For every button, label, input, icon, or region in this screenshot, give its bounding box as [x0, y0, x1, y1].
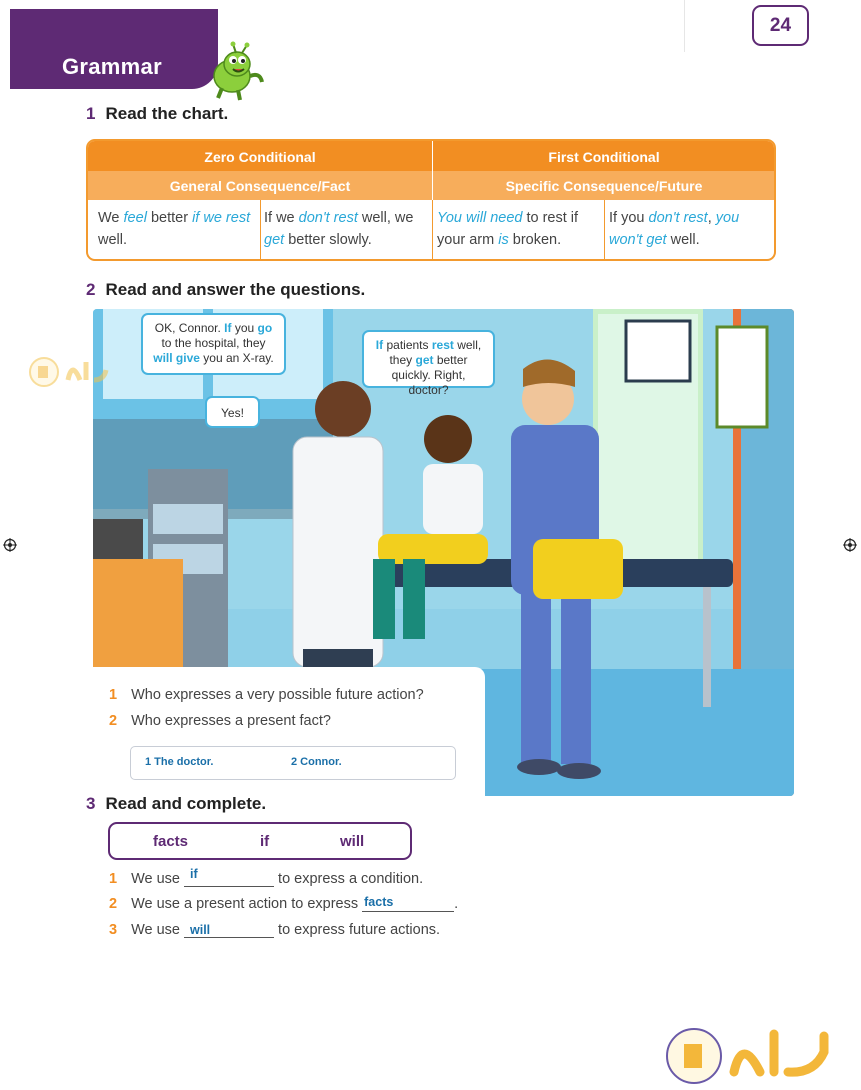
answer-blank[interactable]: facts — [362, 896, 454, 912]
yes-speech-bubble: Yes! — [205, 396, 260, 428]
doctor-speech-bubble: OK, Connor. If you go to the hospital, they will give you an X-ray. — [141, 313, 286, 375]
answer-blank[interactable]: if — [184, 871, 274, 887]
section-3-heading — [86, 794, 266, 814]
section-2-heading — [86, 280, 365, 300]
section-1-heading — [86, 104, 228, 124]
chart-cell-1: We feel better if we rest well. — [98, 210, 251, 248]
section-title: Read and answer the questions. — [105, 280, 366, 299]
word-bank-item: if — [260, 833, 270, 850]
first-conditional-subheading: Specific Consequence/Future — [505, 178, 703, 194]
mascot-icon — [200, 38, 270, 108]
divider — [684, 0, 685, 52]
zero-conditional-subheading: General Consequence/Fact — [169, 178, 351, 194]
first-conditional-heading: First Conditional — [548, 149, 660, 165]
chart-cell-2: If we don't rest well, we get better slowly. — [264, 210, 414, 248]
answer-1: 1 The doctor. — [145, 756, 214, 768]
section-number: 2 — [86, 280, 96, 299]
conditionals-chart — [86, 139, 776, 261]
watermark-logo — [28, 350, 118, 394]
question-2: 2 Who expresses a present fact? — [109, 713, 331, 729]
page-number: 24 — [752, 5, 809, 46]
section-number: 3 — [86, 794, 96, 813]
registration-mark-icon — [843, 538, 857, 552]
section-number: 1 — [86, 104, 96, 123]
cell-divider — [604, 200, 605, 261]
answer-blank[interactable]: will — [184, 922, 274, 938]
section-title: Read the chart. — [105, 104, 229, 123]
answer-2: 2 Connor. — [291, 756, 342, 768]
registration-mark-icon — [3, 538, 17, 552]
complete-sentence-3: 3 We use will to express future actions. — [109, 922, 441, 938]
page-title: Grammar — [62, 54, 162, 79]
watermark-logo — [664, 1016, 844, 1090]
word-bank-item: will — [340, 833, 365, 850]
nurse-speech-bubble: If patients rest well, they get better quickly. Right, doctor? — [362, 330, 495, 388]
header-divider — [432, 141, 433, 200]
complete-sentence-2: 2 We use a present action to express facts . — [109, 895, 459, 912]
question-1: 1 Who expresses a very possible future action? — [109, 687, 424, 703]
cell-divider — [260, 200, 261, 261]
cell-divider — [432, 200, 433, 261]
word-bank-item: facts — [153, 833, 189, 850]
section-title: Read and complete. — [105, 794, 267, 813]
chart-cell-3: You will need to rest if your arm is broken. — [437, 210, 579, 248]
zero-conditional-heading: Zero Conditional — [204, 149, 316, 165]
complete-sentence-1: 1 We use if to express a condition. — [109, 867, 424, 887]
chart-cell-4: If you don't rest, you won't get well. — [609, 210, 740, 248]
